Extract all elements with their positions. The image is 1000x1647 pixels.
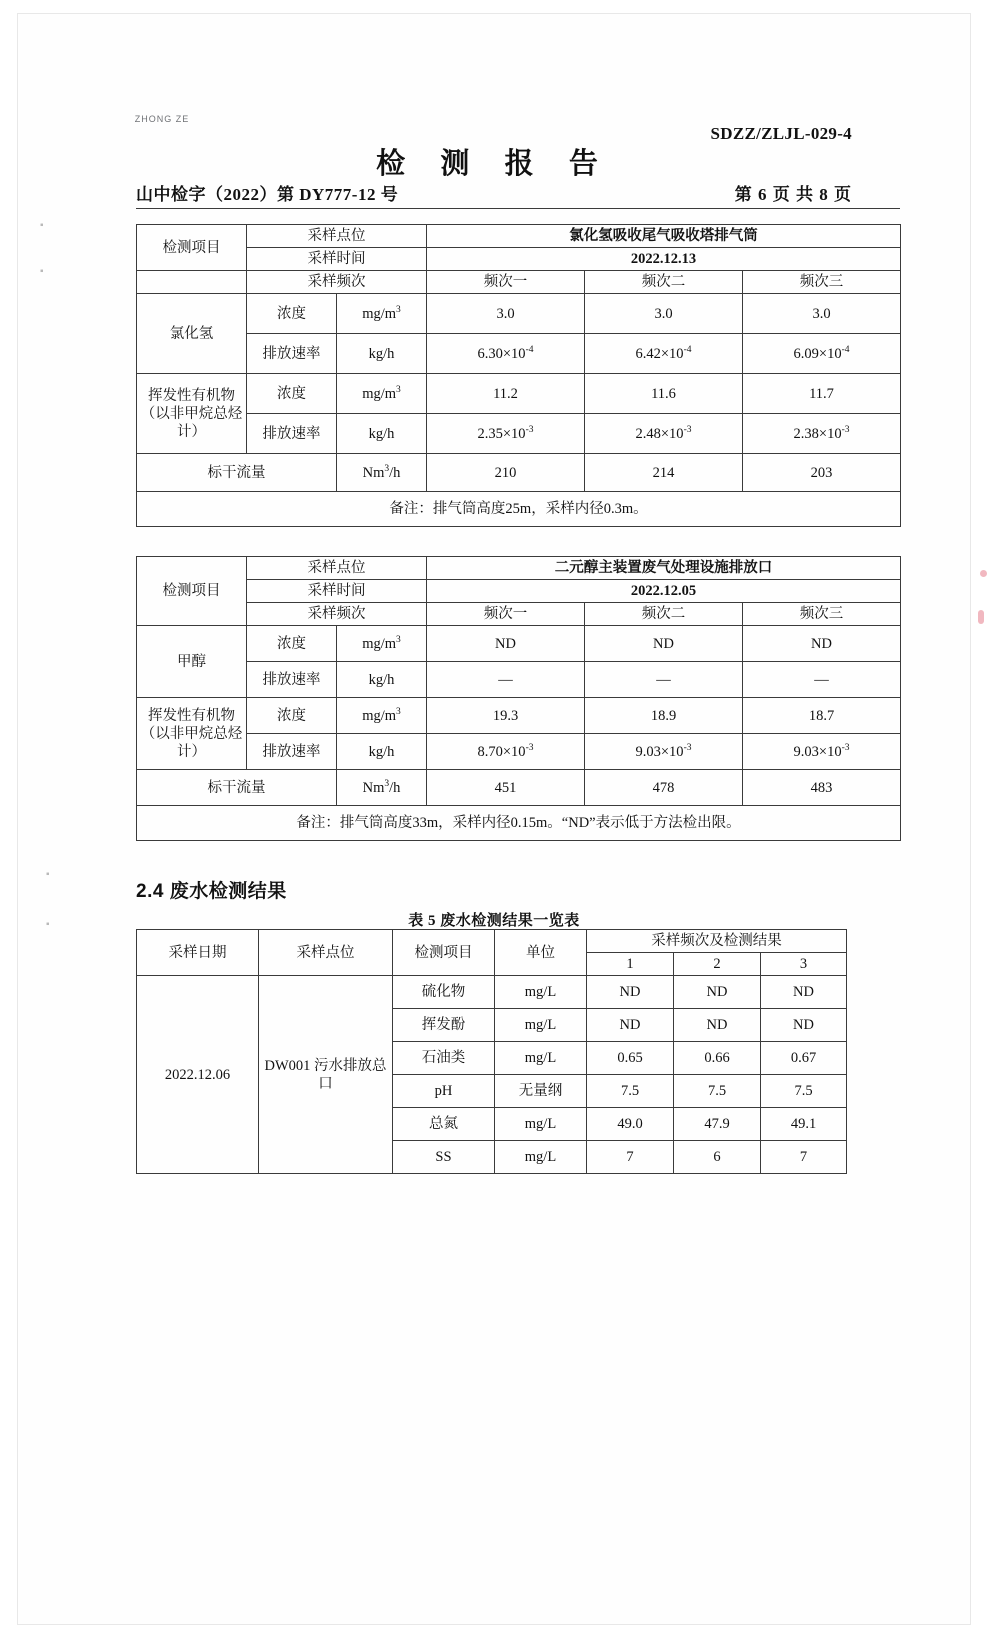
cell-param-name: 甲醇: [137, 626, 247, 698]
cell-value: 478: [585, 770, 743, 806]
cell-label-point: 采样点位: [247, 225, 427, 248]
cell-unit: Nm$^3$/h: [337, 770, 427, 806]
cell-unit: kg/h: [337, 662, 427, 698]
table-row: [137, 334, 901, 374]
cell-value: 203: [743, 454, 901, 492]
cell-label-time: 采样时间: [247, 248, 427, 271]
cell-param-name: 氯化氢: [137, 294, 247, 374]
cell-value: $2.48\times 10^{-3}$: [585, 414, 743, 454]
cell-value: $6.42\times 10^{-4}$: [585, 334, 743, 374]
cell-empty: [137, 271, 247, 294]
cell-value: 47.9: [674, 1108, 761, 1141]
cell-value: 210: [427, 454, 585, 492]
cell-unit: $mg/m^3$: [337, 698, 427, 734]
table-row: [137, 603, 901, 626]
table-row: [137, 271, 901, 294]
cell-label-point: 采样点位: [247, 557, 427, 580]
cell-value: —: [427, 662, 585, 698]
cell-param-sub: 浓度: [247, 626, 337, 662]
table-row: [137, 930, 847, 953]
cell-value: 3.0: [743, 294, 901, 334]
table-row: [137, 414, 901, 454]
cell-param-sub: 浓度: [247, 374, 337, 414]
cell-note: 备注：排气筒高度33m，采样内径0.15m。“ND”表示低于方法检出限。: [137, 806, 901, 841]
table-row: [137, 557, 901, 580]
logo-bars-icon: [135, 92, 189, 110]
cell-label-item: 检测项目: [137, 225, 247, 271]
header-point: 采样点位: [259, 930, 393, 976]
company-logo: [126, 92, 198, 124]
cell-value: $9.03\times 10^{-3}$: [743, 734, 901, 770]
header-freq-3: 3: [761, 953, 847, 976]
cell-value: 19.3: [427, 698, 585, 734]
scan-mark: ▪: [40, 220, 44, 231]
cell-value: $6.30\times 10^{-4}$: [427, 334, 585, 374]
cell-value: 11.2: [427, 374, 585, 414]
cell-value: 7.5: [674, 1075, 761, 1108]
report-number: 山中检字（2022）第 DY777-12 号: [136, 185, 399, 204]
cell-value: 0.66: [674, 1042, 761, 1075]
cell-value: 7.5: [761, 1075, 847, 1108]
cell-unit: mg/L: [495, 1108, 587, 1141]
cell-time-value: 2022.12.05: [427, 580, 901, 603]
header-divider: [136, 208, 900, 209]
document-code: SDZZ/ZLJL-029-4: [710, 124, 852, 143]
cell-param-sub: 浓度: [247, 698, 337, 734]
logo-text: ZHONG ZE: [134, 114, 190, 124]
cell-label-freq: 采样频次: [247, 603, 427, 626]
header-group: 采样频次及检测结果: [587, 930, 847, 953]
scan-mark: ▪: [46, 919, 50, 930]
cell-value: ND: [674, 1009, 761, 1042]
cell-value: 214: [585, 454, 743, 492]
cell-value: 0.67: [761, 1042, 847, 1075]
cell-note: 备注：排气筒高度25m，采样内径0.3m。: [137, 492, 901, 527]
cell-value: 7: [587, 1141, 674, 1174]
table-row: [137, 294, 901, 334]
table-row: [137, 976, 847, 1009]
cell-value: 49.0: [587, 1108, 674, 1141]
cell-value: 11.6: [585, 374, 743, 414]
cell-unit: mg/L: [495, 1042, 587, 1075]
cell-param-sub: 排放速率: [247, 334, 337, 374]
table-row: [137, 580, 901, 603]
table-row: [137, 734, 901, 770]
cell-point: DW001 污水排放总口: [259, 976, 393, 1174]
cell-value: —: [585, 662, 743, 698]
cell-label-item: 检测项目: [137, 557, 247, 626]
header-freq-2: 2: [674, 953, 761, 976]
table-row: [137, 626, 901, 662]
table-row-note: [137, 806, 901, 841]
cell-unit: mg/L: [495, 1009, 587, 1042]
cell-value: 11.7: [743, 374, 901, 414]
cell-unit: $mg/m^3$: [337, 294, 427, 334]
cell-value: ND: [587, 1009, 674, 1042]
cell-value: 451: [427, 770, 585, 806]
cell-param-sub: 排放速率: [247, 662, 337, 698]
table-row: [137, 225, 901, 248]
cell-value: 7: [761, 1141, 847, 1174]
scan-artifact: [978, 610, 984, 624]
cell-value: 18.9: [585, 698, 743, 734]
cell-unit: 无量纲: [495, 1075, 587, 1108]
cell-label-freq: 采样频次: [247, 271, 427, 294]
table-row: [137, 374, 901, 414]
cell-value: 483: [743, 770, 901, 806]
cell-item: 总氮: [393, 1108, 495, 1141]
cell-value: —: [743, 662, 901, 698]
cell-item: 硫化物: [393, 976, 495, 1009]
table-row: [137, 698, 901, 734]
cell-freq-2: 频次二: [585, 603, 743, 626]
cell-unit: mg/L: [495, 976, 587, 1009]
cell-value: $6.09\times 10^{-4}$: [743, 334, 901, 374]
table-caption: 表 5 废水检测结果一览表: [408, 913, 580, 929]
cell-unit: $mg/m^3$: [337, 626, 427, 662]
document-sheet: [18, 14, 970, 1624]
cell-value: 3.0: [585, 294, 743, 334]
header-date: 采样日期: [137, 930, 259, 976]
cell-value: ND: [427, 626, 585, 662]
table-row: [137, 662, 901, 698]
cell-value: 6: [674, 1141, 761, 1174]
cell-param-name: 挥发性有机物（以非甲烷总烃计）: [137, 698, 247, 770]
section-heading: 2.4 废水检测结果: [136, 881, 287, 902]
header-item: 检测项目: [393, 930, 495, 976]
cell-value: $9.03\times 10^{-3}$: [585, 734, 743, 770]
cell-unit: Nm$^3$/h: [337, 454, 427, 492]
cell-value: $8.70\times 10^{-3}$: [427, 734, 585, 770]
cell-unit: $mg/m^3$: [337, 374, 427, 414]
cell-value: ND: [587, 976, 674, 1009]
cell-value: ND: [585, 626, 743, 662]
cell-param-name: 标干流量: [137, 454, 337, 492]
cell-value: ND: [761, 976, 847, 1009]
page-title: 检 测 报 告: [376, 148, 612, 180]
scan-mark: ▪: [46, 869, 50, 880]
scan-mark: ▪: [40, 266, 44, 277]
table-air-emission-1: [136, 224, 901, 527]
header-freq-1: 1: [587, 953, 674, 976]
table-row: [137, 770, 901, 806]
cell-item: 挥发酚: [393, 1009, 495, 1042]
cell-unit: kg/h: [337, 734, 427, 770]
cell-point-value: 二元醇主装置废气处理设施排放口: [427, 557, 901, 580]
cell-item: SS: [393, 1141, 495, 1174]
cell-value: 0.65: [587, 1042, 674, 1075]
cell-item: 石油类: [393, 1042, 495, 1075]
cell-param-sub: 排放速率: [247, 734, 337, 770]
table-row: [137, 454, 901, 492]
cell-param-name: 标干流量: [137, 770, 337, 806]
cell-freq-3: 频次三: [743, 603, 901, 626]
cell-item: pH: [393, 1075, 495, 1108]
cell-value: 3.0: [427, 294, 585, 334]
cell-freq-1: 频次一: [427, 271, 585, 294]
cell-freq-2: 频次二: [585, 271, 743, 294]
cell-value: ND: [674, 976, 761, 1009]
header-unit: 单位: [495, 930, 587, 976]
cell-param-name: 挥发性有机物（以非甲烷总烃计）: [137, 374, 247, 454]
table-air-emission-2: [136, 556, 901, 841]
cell-time-value: 2022.12.13: [427, 248, 901, 271]
cell-value: 18.7: [743, 698, 901, 734]
cell-unit: kg/h: [337, 334, 427, 374]
cell-value: $2.38\times 10^{-3}$: [743, 414, 901, 454]
table-wastewater-results: [136, 929, 847, 1174]
cell-point-value: 氯化氢吸收尾气吸收塔排气筒: [427, 225, 901, 248]
cell-freq-1: 频次一: [427, 603, 585, 626]
cell-value: 49.1: [761, 1108, 847, 1141]
cell-param-sub: 排放速率: [247, 414, 337, 454]
page-number: 第 6 页 共 8 页: [734, 185, 852, 204]
table-row: [137, 248, 901, 271]
cell-param-sub: 浓度: [247, 294, 337, 334]
cell-unit: mg/L: [495, 1141, 587, 1174]
cell-value: $2.35\times 10^{-3}$: [427, 414, 585, 454]
cell-freq-3: 频次三: [743, 271, 901, 294]
cell-unit: kg/h: [337, 414, 427, 454]
cell-value: ND: [743, 626, 901, 662]
table-row-note: [137, 492, 901, 527]
cell-value: 7.5: [587, 1075, 674, 1108]
cell-value: ND: [761, 1009, 847, 1042]
cell-date: 2022.12.06: [137, 976, 259, 1174]
scan-artifact: [980, 570, 987, 577]
cell-label-time: 采样时间: [247, 580, 427, 603]
